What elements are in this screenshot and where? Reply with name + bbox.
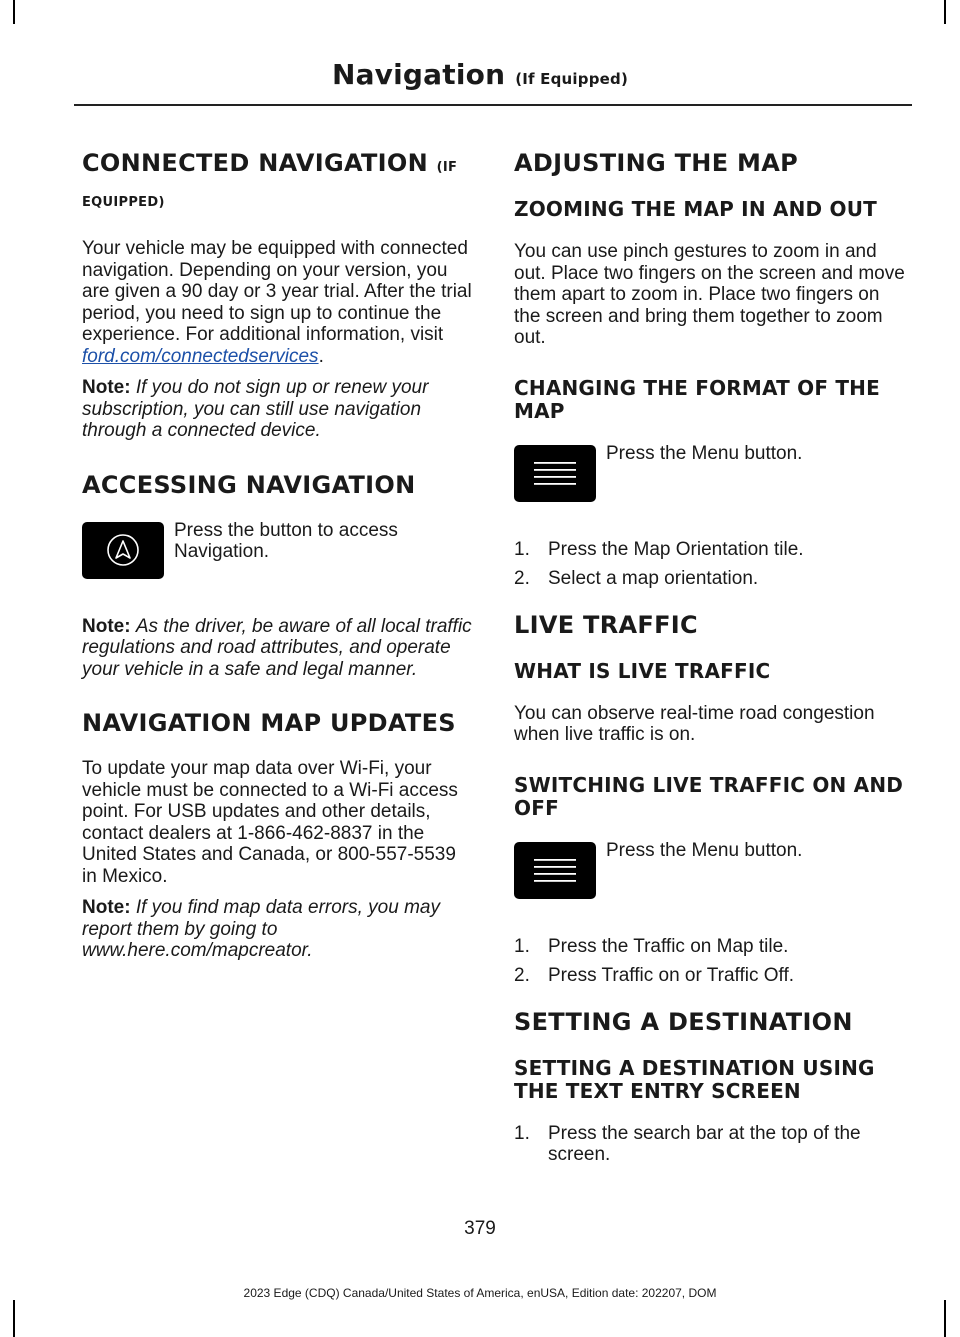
- crop-mark: [944, 0, 946, 24]
- connected-services-link[interactable]: ford.com/connectedservices: [82, 345, 319, 367]
- note: [82, 377, 474, 442]
- step-text: Press the Traffic on Map tile.: [548, 935, 789, 957]
- subheading-what-is-live-traffic: WHAT IS LIVE TRAFFIC: [514, 658, 771, 683]
- list-item: [514, 568, 908, 590]
- note: [82, 616, 474, 681]
- menu-icon: [514, 445, 596, 502]
- live-traffic-body: You can observe real-time road congestion when live traffic is on.: [514, 702, 875, 745]
- subheading-switching-live-traffic: SWITCHING LIVE TRAFFIC ON AND OFF: [514, 772, 904, 820]
- step-text: Press the search bar at the top of the screen.: [548, 1122, 861, 1165]
- note-text: If you find map data errors, you may report them by going to www.here.com/mapcreator.: [82, 897, 440, 961]
- subheading-zooming: ZOOMING THE MAP IN AND OUT: [514, 197, 877, 221]
- note-label: Note:: [82, 377, 131, 398]
- header-subtitle: (If Equipped): [515, 70, 629, 88]
- right-column: [514, 148, 908, 1186]
- step-number: 2.: [514, 568, 530, 589]
- format-steps: [514, 539, 908, 590]
- body-end: .: [318, 345, 324, 367]
- subheading-changing-format: CHANGING THE FORMAT OF THE MAP: [514, 375, 880, 423]
- navigation-button-instruction: [82, 520, 474, 604]
- step-number: 1.: [514, 935, 530, 957]
- page-header: [0, 58, 960, 91]
- note-text: If you do not sign up or renew your subscription, you can still use navigation through a connected device.: [82, 377, 429, 441]
- step-number: 1.: [514, 538, 530, 560]
- section-heading-accessing-navigation: ACCESSING NAVIGATION: [82, 470, 416, 499]
- note: [82, 897, 474, 962]
- crop-mark: [13, 1300, 15, 1337]
- zooming-body: You can use pinch gestures to zoom in and out. Place two fingers on the screen and move them apart to zoom in. Place two fingers on the screen and bring them together to zoom out.: [514, 241, 905, 348]
- step-number: 1.: [514, 1122, 530, 1144]
- instruction-text: Press the button to access Navigation.: [174, 519, 398, 562]
- subheading-text-entry: SETTING A DESTINATION USING THE TEXT ENTRY SCREEN: [514, 1055, 875, 1103]
- step-text: Press Traffic on or Traffic Off.: [548, 965, 795, 986]
- instruction-text: Press the Menu button.: [606, 442, 803, 464]
- list-item: [514, 965, 908, 987]
- section-heading-map-updates: NAVIGATION MAP UPDATES: [82, 709, 456, 737]
- connected-navigation-body: [82, 238, 474, 367]
- header-divider: [74, 104, 912, 106]
- menu-button-instruction: [514, 443, 908, 527]
- body-text: Your vehicle may be equipped with connected navigation. Depending on your version, you are given a 90 day or 3 year trial. After the trial period, you need to sign up to continue the experience. For additional information, visit: [82, 238, 472, 345]
- step-number: 2.: [514, 965, 530, 986]
- navigation-icon: [82, 522, 164, 579]
- section-heading-connected-navigation: [82, 148, 474, 218]
- text-entry-steps: [514, 1123, 908, 1166]
- footer-text: 2023 Edge (CDQ) Canada/United States of America, enUSA, Edition date: 202207, DOM: [243, 1286, 717, 1300]
- heading-text: CONNECTED NAVIGATION: [82, 149, 428, 177]
- note-text: As the driver, be aware of all local traffic regulations and road attributes, and operate your vehicle in a safe and legal manner.: [82, 615, 472, 680]
- instruction-text: Press the Menu button.: [606, 839, 803, 861]
- list-item: [514, 936, 908, 958]
- list-item: [514, 539, 908, 561]
- section-heading-live-traffic: LIVE TRAFFIC: [514, 610, 698, 639]
- heading-small-text: (IF EQUIPPED): [82, 160, 458, 210]
- crop-mark: [13, 0, 15, 24]
- switching-steps: [514, 936, 908, 987]
- menu-button-instruction: [514, 840, 908, 924]
- page-number: 379: [464, 1218, 496, 1239]
- header-title: Navigation: [331, 58, 506, 91]
- section-heading-setting-destination: SETTING A DESTINATION: [514, 1007, 853, 1036]
- left-column: [82, 148, 474, 972]
- list-item: [514, 1123, 908, 1166]
- step-text: Select a map orientation.: [548, 568, 759, 589]
- menu-icon: [514, 842, 596, 899]
- step-text: Press the Map Orientation tile.: [548, 538, 804, 560]
- note-label: Note:: [82, 615, 131, 637]
- map-updates-body: To update your map data over Wi-Fi, your vehicle must be connected to a Wi-Fi access point. For USB updates and other details, contact dealers at 1-866-462-8837 in the United States and Canada, or 800-557-5539 in Mexico.: [82, 758, 458, 887]
- note-label: Note:: [82, 897, 131, 918]
- crop-mark: [944, 1300, 946, 1337]
- section-heading-adjusting-map: ADJUSTING THE MAP: [514, 149, 798, 177]
